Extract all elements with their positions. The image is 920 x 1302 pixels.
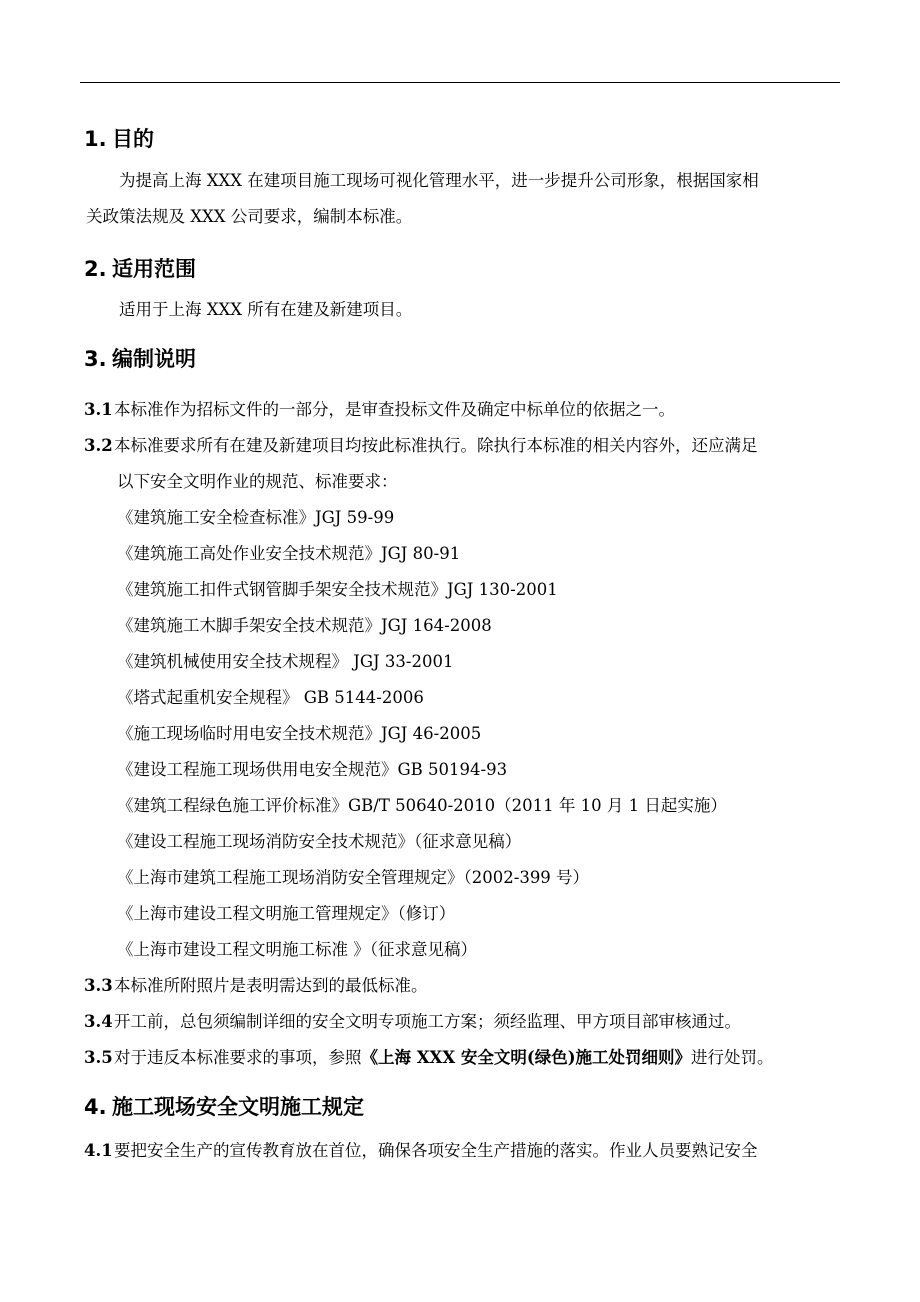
header-rule [80, 82, 840, 83]
item-3-5 [84, 1047, 774, 1069]
section-number: 3. [84, 347, 107, 371]
standard-item: 《建筑施工扣件式钢管脚手架安全技术规范》JGJ 130-2001 [117, 580, 558, 599]
referenced-document: 《上海 XXX 安全文明(绿色)施工处罚细则》 [361, 1048, 692, 1067]
item-3-2 [84, 435, 758, 457]
standard-item: 《建设工程施工现场供用电安全规范》GB 50194-93 [117, 760, 508, 779]
item-text: 本标准作为招标文件的一部分，是审查投标文件及确定中标单位的依据之一。 [114, 400, 675, 419]
standard-item: 《上海市建筑工程施工现场消防安全管理规定》（2002-399 号） [117, 868, 590, 887]
standard-item: 《施工现场临时用电安全技术规范》JGJ 46-2005 [117, 724, 482, 743]
standard-item: 《建筑施工木脚手架安全技术规范》JGJ 164-2008 [117, 616, 492, 635]
standard-item: 《建筑机械使用安全技术规程》 JGJ 33-2001 [117, 652, 454, 671]
section-number: 2. [84, 257, 107, 281]
standard-item: 《上海市建设工程文明施工管理规定》（修订） [117, 904, 456, 923]
item-text-pre: 对于违反本标准要求的事项，参照 [114, 1048, 362, 1067]
item-3-3 [84, 975, 428, 997]
item-number: 4.1 [84, 1141, 113, 1160]
item-number: 3.2 [84, 436, 113, 455]
standard-item: 《建设工程施工现场消防安全技术规范》（征求意见稿） [117, 832, 522, 851]
item-4-1 [84, 1140, 758, 1162]
item-text: 本标准要求所有在建及新建项目均按此标准执行。除执行本标准的相关内容外，还应满足 [114, 436, 758, 455]
standard-item: 《建筑施工安全检查标准》JGJ 59-99 [117, 508, 395, 527]
section-title: 目的 [112, 127, 154, 151]
section-heading-3 [84, 346, 196, 372]
item-number: 3.5 [84, 1048, 113, 1067]
item-number: 3.4 [84, 1012, 113, 1031]
scope-line-1: 适用于上海 XXX 所有在建及新建项目。 [119, 300, 413, 319]
section-number: 1. [84, 127, 107, 151]
purpose-line-2: 关政策法规及 XXX 公司要求，编制本标准。 [86, 207, 413, 226]
item-text: 本标准所附照片是表明需达到的最低标准。 [114, 976, 428, 995]
section-heading-4 [84, 1094, 364, 1120]
standard-item: 《建筑施工高处作业安全技术规范》JGJ 80-91 [117, 544, 461, 563]
item-text: 要把安全生产的宣传教育放在首位，确保各项安全生产措施的落实。作业人员要熟记安全 [114, 1141, 758, 1160]
section-title: 施工现场安全文明施工规定 [112, 1095, 364, 1119]
item-number: 3.1 [84, 400, 113, 419]
standard-item: 《建筑工程绿色施工评价标准》GB/T 50640-2010（2011 年 10 月 1 日起实施） [117, 796, 727, 815]
item-text-post: 进行处罚。 [691, 1048, 774, 1067]
standard-item: 《塔式起重机安全规程》 GB 5144-2006 [117, 688, 424, 707]
section-heading-2 [84, 256, 196, 282]
section-heading-1 [84, 126, 154, 152]
purpose-line-1: 为提高上海 XXX 在建项目施工现场可视化管理水平，进一步提升公司形象，根据国家相 [119, 171, 759, 190]
item-number: 3.3 [84, 976, 113, 995]
item-3-2-cont: 以下安全文明作业的规范、标准要求： [117, 472, 398, 491]
item-text: 开工前，总包须编制详细的安全文明专项施工方案；须经监理、甲方项目部审核通过。 [114, 1012, 741, 1031]
item-3-1 [84, 399, 675, 421]
section-title: 适用范围 [112, 257, 196, 281]
item-3-4 [84, 1011, 741, 1033]
section-title: 编制说明 [112, 347, 196, 371]
section-number: 4. [84, 1095, 107, 1119]
standard-item: 《上海市建设工程文明施工标准 》（征求意见稿） [117, 940, 477, 959]
